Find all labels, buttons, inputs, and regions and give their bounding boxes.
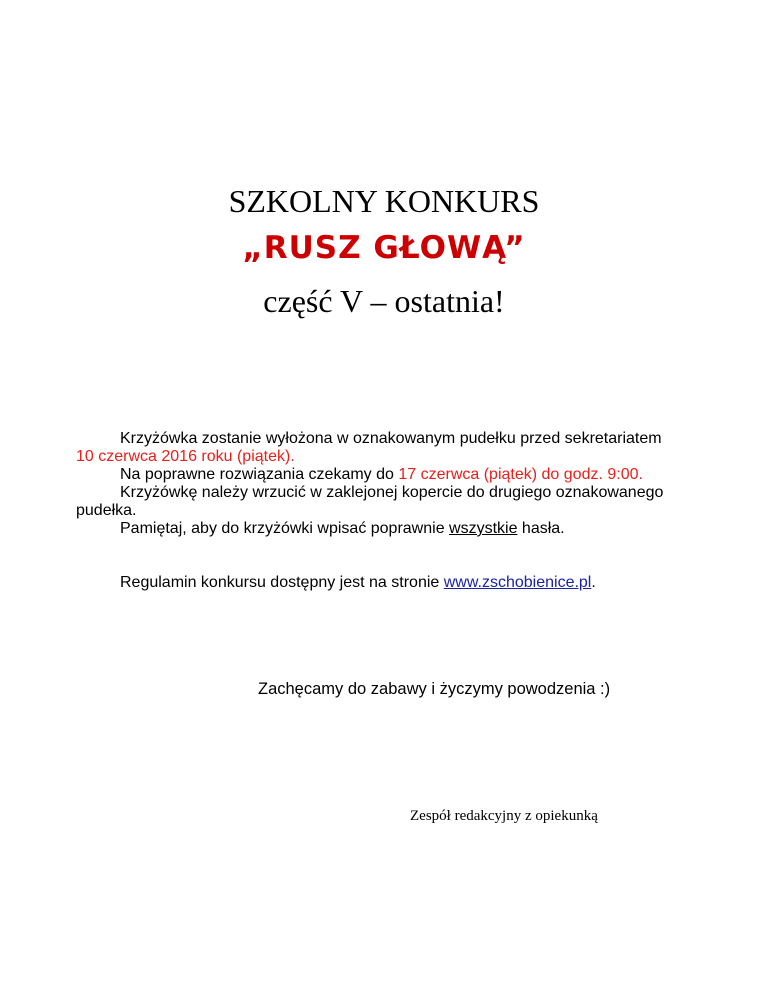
rules-line [120, 574, 596, 593]
emphasis-all: wszystkie [449, 520, 518, 537]
info-line-3-text: Na poprawne rozwiązania czekamy do [120, 466, 399, 483]
info-line-3 [120, 466, 643, 485]
contest-part: część V – ostatnia! [263, 283, 505, 319]
info-line-1: Krzyżówka zostanie wyłożona w oznakowanym pudełku przed sekretariatem [120, 430, 662, 447]
info-line-2-date: 10 czerwca 2016 roku (piątek). [76, 448, 295, 465]
info-line-4: Krzyżówkę należy wrzucić w zaklejonej kopercie do drugiego oznakowanego [120, 484, 664, 501]
contest-title: SZKOLNY KONKURS [228, 183, 540, 219]
closing-message: Zachęcamy do zabawy i życzymy powodzenia :) [258, 680, 611, 698]
rules-end: . [591, 574, 596, 591]
school-website-link[interactable]: www.zschobienice.pl [443, 574, 592, 591]
info-line-6-end: hasła. [517, 520, 565, 537]
contest-slogan: „RUSZ GŁOWĄ” [242, 230, 526, 266]
info-line-5: pudełka. [76, 502, 137, 519]
signature: Zespół redakcyjny z opiekunką [410, 808, 598, 824]
info-line-6 [120, 520, 565, 539]
deadline-date: 17 czerwca (piątek) do godz. 9:00. [398, 466, 643, 483]
info-line-6-text: Pamiętaj, aby do krzyżówki wpisać poprawnie [120, 520, 450, 537]
rules-text: Regulamin konkursu dostępny jest na stronie [120, 574, 444, 591]
